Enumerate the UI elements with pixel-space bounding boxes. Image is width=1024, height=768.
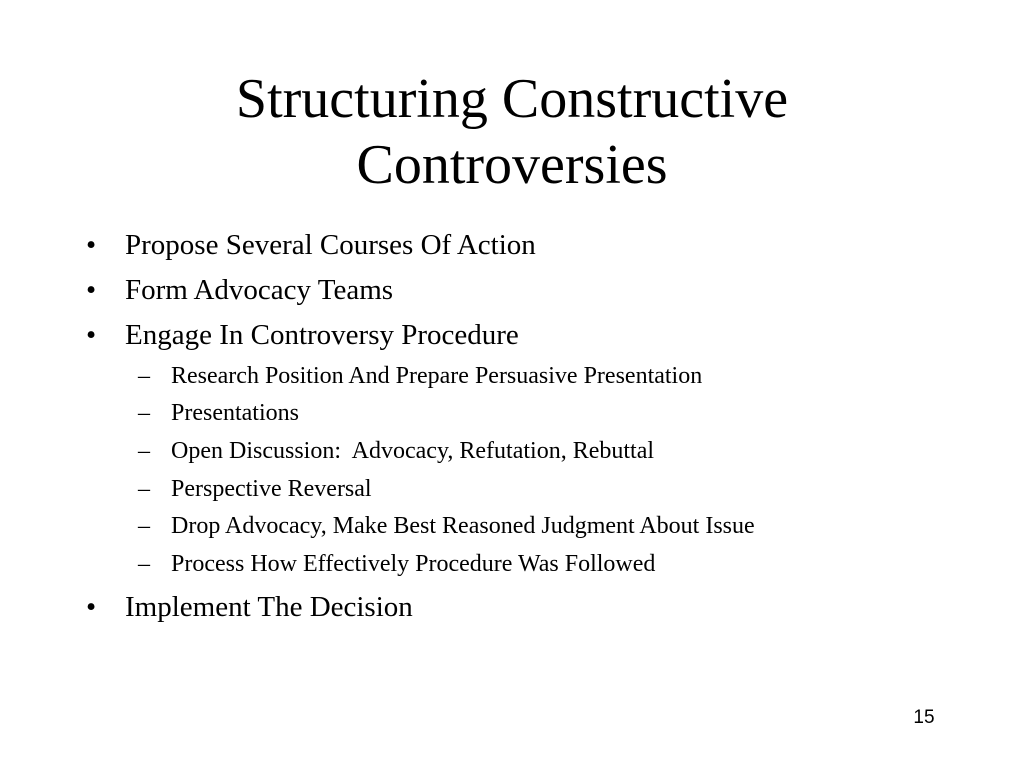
bullet-marker: • xyxy=(86,591,97,623)
bullet-marker: • xyxy=(86,274,97,306)
sub-bullet-text: Process How Effectively Procedure Was Followed xyxy=(171,551,656,577)
sub-bullet-text: Research Position And Prepare Persuasive Presentation xyxy=(171,363,703,389)
sub-bullet-marker: – xyxy=(138,551,150,577)
sub-bullet-text: Presentations xyxy=(171,400,299,426)
sub-bullet-text: Open Discussion: Advocacy, Refutation, Rebuttal xyxy=(171,438,655,464)
sub-bullet-text: Perspective Reversal xyxy=(171,476,372,502)
sub-bullet-marker: – xyxy=(138,513,150,539)
sub-bullet-marker: – xyxy=(138,400,150,426)
slide-title-line-1: Structuring Constructive xyxy=(235,68,789,130)
page-number: 15 xyxy=(913,707,935,728)
sub-bullet-marker: – xyxy=(138,476,150,502)
bullet-text: Implement The Decision xyxy=(125,591,413,623)
bullet-marker: • xyxy=(86,319,97,351)
bullet-text: Propose Several Courses Of Action xyxy=(125,229,536,261)
bullet-marker: • xyxy=(86,229,97,261)
sub-bullet-marker: – xyxy=(138,438,150,464)
sub-bullet-text: Drop Advocacy, Make Best Reasoned Judgment About Issue xyxy=(171,513,755,539)
bullet-text: Form Advocacy Teams xyxy=(125,274,394,306)
sub-bullet-marker: – xyxy=(138,363,150,389)
bullet-text: Engage In Controversy Procedure xyxy=(125,319,519,351)
slide-title-line-2: Controversies xyxy=(356,134,668,196)
slide-title xyxy=(0,66,1024,198)
